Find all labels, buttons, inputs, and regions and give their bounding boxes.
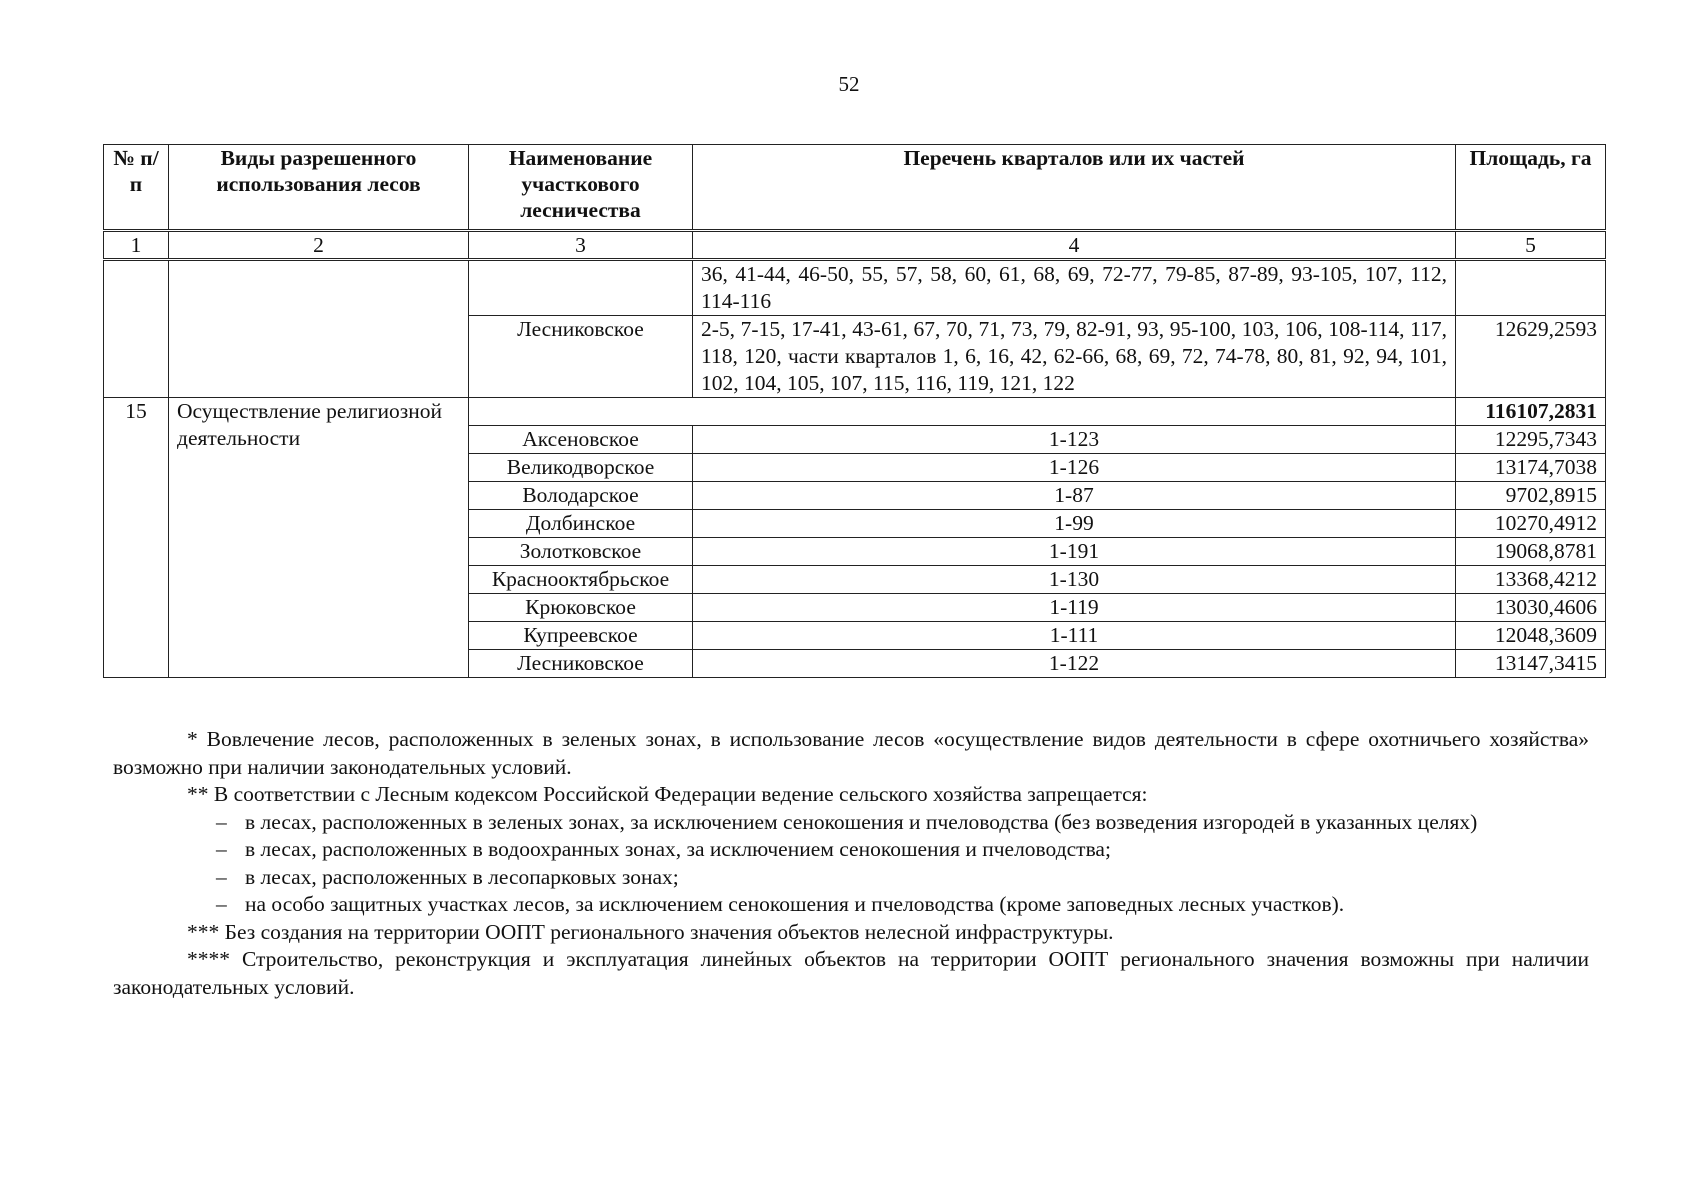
- footnote-list-item: [113, 836, 1589, 864]
- header-area: Площадь, га: [1456, 145, 1606, 231]
- cell-forestry: [469, 260, 693, 316]
- cell-area: 13147,3415: [1456, 650, 1606, 678]
- cell-quarters: 1-126: [693, 454, 1456, 482]
- cell-quarters: 1-122: [693, 650, 1456, 678]
- column-number: 5: [1456, 231, 1606, 260]
- cell-forestry: Золотковское: [469, 538, 693, 566]
- cell-area: 12629,2593: [1456, 316, 1606, 398]
- footnote-4: **** Строительство, реконструкция и эксплуатация линейных объектов на территории ООПТ регионального значения возможны при наличии законодательных условий.: [113, 947, 1589, 999]
- cell-area: 12048,3609: [1456, 622, 1606, 650]
- cell-forestry: Володарское: [469, 482, 693, 510]
- cell-area: 19068,8781: [1456, 538, 1606, 566]
- cell-quarters: 1-87: [693, 482, 1456, 510]
- cell-use-type: Осуществление религиозной деятельности: [169, 398, 469, 678]
- column-number: 3: [469, 231, 693, 260]
- column-number: 2: [169, 231, 469, 260]
- footnote-list-item: [113, 864, 1589, 892]
- dash-marker: –: [216, 892, 227, 916]
- footnote-3: *** Без создания на территории ООПТ регионального значения объектов нелесной инфраструктуры.: [187, 919, 1114, 944]
- dash-marker: –: [216, 864, 227, 889]
- cell-area: 13368,4212: [1456, 566, 1606, 594]
- footnote-list-item-text: в лесах, расположенных в зеленых зонах, за исключением сенокошения и пчеловодства (без возведения изгородей в указанных целях): [245, 809, 1478, 834]
- cell-forestry: Купреевское: [469, 622, 693, 650]
- cell-forestry: Долбинское: [469, 510, 693, 538]
- header-use-type: Виды разрешенного использования лесов: [169, 145, 469, 231]
- footnote-list-item: [113, 809, 1589, 837]
- footnote-list-item-text: в лесах, расположенных в водоохранных зонах, за исключением сенокошения и пчеловодства;: [245, 837, 1111, 861]
- footnote-list-item: [113, 891, 1589, 919]
- page-number: 52: [838, 72, 860, 96]
- table-row-group-total: [104, 398, 1606, 426]
- table-row: [104, 260, 1606, 316]
- cell-total-spacer: [469, 398, 1456, 426]
- cell-quarters: 36, 41-44, 46-50, 55, 57, 58, 60, 61, 68, 69, 72-77, 79-85, 87-89, 93-105, 107, 112, 114-116: [693, 260, 1456, 316]
- cell-forestry: Лесниковское: [469, 650, 693, 678]
- column-number-row: [104, 231, 1606, 260]
- cell-quarters: 1-123: [693, 426, 1456, 454]
- cell-forestry: Лесниковское: [469, 316, 693, 398]
- cell-forestry: Аксеновское: [469, 426, 693, 454]
- dash-marker: –: [216, 837, 227, 861]
- header-num: № п/п: [104, 145, 169, 231]
- cell-total-area: 116107,2831: [1456, 398, 1606, 426]
- cell-quarters: 1-130: [693, 566, 1456, 594]
- cell-num: 15: [104, 398, 169, 678]
- footnote-list-item-text: на особо защитных участках лесов, за исключением сенокошения и пчеловодства (кроме заповедных лесных участков).: [245, 892, 1345, 916]
- footnote-2: ** В соответствии с Лесным кодексом Российской Федерации ведение сельского хозяйства запрещается:: [187, 782, 1148, 806]
- cell-area: 13030,4606: [1456, 594, 1606, 622]
- cell-quarters: 1-119: [693, 594, 1456, 622]
- cell-quarters: 1-191: [693, 538, 1456, 566]
- footnote-list-item-text: в лесах, расположенных в лесопарковых зонах;: [245, 864, 679, 889]
- cell-quarters: 1-99: [693, 510, 1456, 538]
- table-header-row: [104, 145, 1606, 231]
- footnotes: [113, 726, 1589, 1001]
- cell-use-type-continued: [169, 260, 469, 398]
- footnote-1: * Вовлечение лесов, расположенных в зеленых зонах, в использование лесов «осуществление видов деятельности в сфере охотничьего хозяйства» возможно при наличии законодательных условий.: [113, 727, 1589, 779]
- forest-use-table: [103, 144, 1606, 678]
- cell-area: 9702,8915: [1456, 482, 1606, 510]
- cell-forestry: Великодворское: [469, 454, 693, 482]
- cell-quarters: 1-111: [693, 622, 1456, 650]
- column-number: 1: [104, 231, 169, 260]
- cell-area: 12295,7343: [1456, 426, 1606, 454]
- column-number: 4: [693, 231, 1456, 260]
- dash-marker: –: [216, 809, 227, 834]
- header-forestry: Наименование участкового лесничества: [469, 145, 693, 231]
- cell-num-continued: [104, 260, 169, 398]
- cell-area: [1456, 260, 1606, 316]
- cell-forestry: Краснооктябрьское: [469, 566, 693, 594]
- cell-area: 10270,4912: [1456, 510, 1606, 538]
- cell-area: 13174,7038: [1456, 454, 1606, 482]
- cell-forestry: Крюковское: [469, 594, 693, 622]
- cell-quarters: 2-5, 7-15, 17-41, 43-61, 67, 70, 71, 73, 79, 82-91, 93, 95-100, 103, 106, 108-114, 117, 118, 120, части кварталов 1, 6, 16, 42, 62-66, 68, 69, 72, 74-78, 80, 81, 92, 94, 101, 102, 104, 105, 107, 115, 116, 119, 121, 122: [693, 316, 1456, 398]
- header-quarters: Перечень кварталов или их частей: [693, 145, 1456, 231]
